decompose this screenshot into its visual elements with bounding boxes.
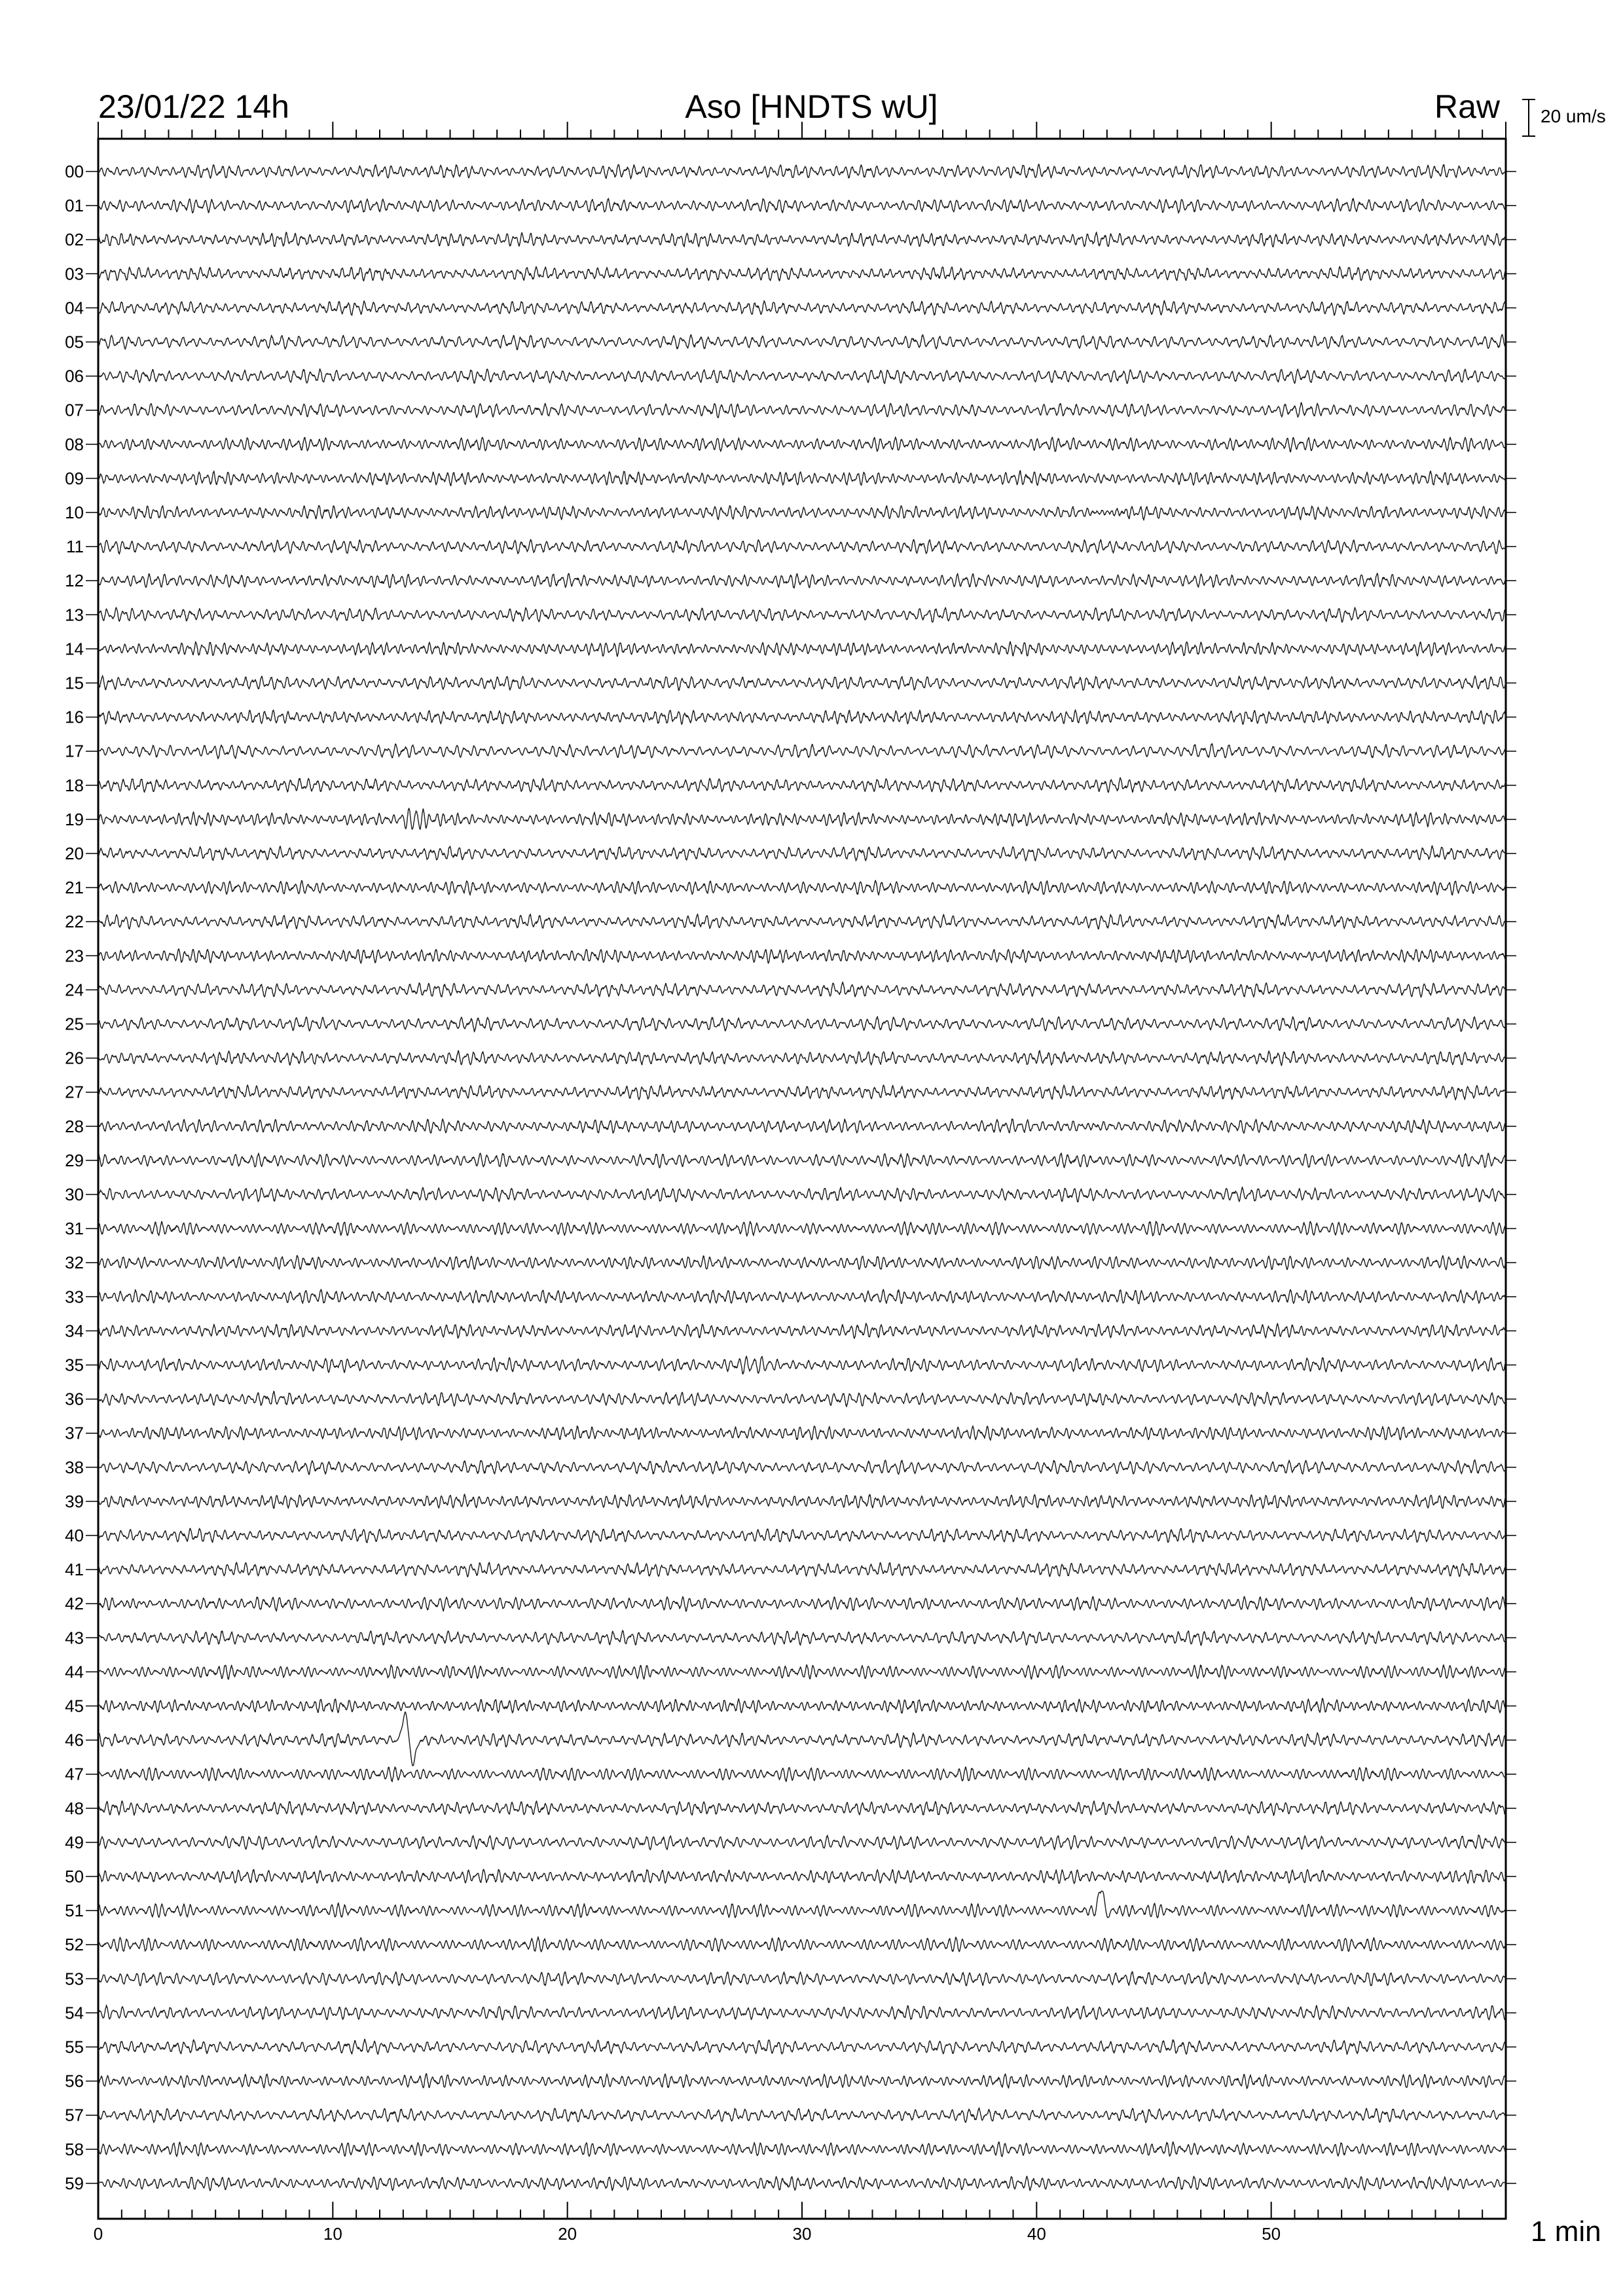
row-label: 25 [65, 1014, 84, 1034]
row-label: 32 [65, 1253, 84, 1273]
row-label: 53 [65, 1969, 84, 1989]
x-tick-labels [94, 2224, 1281, 2244]
row-label: 54 [65, 2003, 84, 2023]
trace-33 [98, 1289, 1506, 1304]
time-axis-unit-label: 1 min [1531, 2215, 1601, 2248]
row-label: 43 [65, 1628, 84, 1648]
row-label: 30 [65, 1185, 84, 1204]
trace-11 [98, 539, 1506, 554]
row-label: 27 [65, 1082, 84, 1102]
row-label: 17 [65, 741, 84, 761]
row-label: 07 [65, 400, 84, 420]
row-label: 09 [65, 468, 84, 488]
trace-28 [98, 1119, 1506, 1134]
trace-00 [98, 164, 1506, 179]
trace-32 [98, 1255, 1506, 1270]
trace-08 [98, 437, 1506, 452]
bottom-minute-ticks [98, 2202, 1506, 2219]
row-label: 22 [65, 912, 84, 932]
row-label: 45 [65, 1696, 84, 1716]
row-label: 49 [65, 1832, 84, 1852]
row-label: 01 [65, 196, 84, 216]
trace-37 [98, 1426, 1506, 1441]
trace-15 [98, 675, 1506, 691]
row-label: 35 [65, 1355, 84, 1375]
trace-24 [98, 982, 1506, 997]
trace-39 [98, 1494, 1506, 1509]
x-tick-label: 30 [792, 2224, 812, 2244]
trace-46 [98, 1712, 1506, 1766]
row-label: 14 [65, 639, 84, 659]
hour-minute-row-labels [65, 162, 1516, 2193]
x-tick-label: 40 [1027, 2224, 1046, 2244]
row-label: 50 [65, 1867, 84, 1886]
station-title: Aso [HNDTS wU] [685, 88, 938, 125]
trace-35 [98, 1356, 1506, 1374]
row-label: 18 [65, 775, 84, 795]
row-label: 55 [65, 2037, 84, 2057]
row-label: 13 [65, 605, 84, 625]
row-label: 02 [65, 230, 84, 250]
row-label: 28 [65, 1116, 84, 1136]
trace-45 [98, 1698, 1506, 1713]
trace-38 [98, 1460, 1506, 1475]
trace-50 [98, 1869, 1506, 1884]
trace-03 [98, 266, 1506, 281]
trace-40 [98, 1528, 1506, 1543]
trace-26 [98, 1050, 1506, 1066]
trace-31 [98, 1221, 1506, 1236]
amplitude-scale-label: 20 um/s [1541, 106, 1606, 126]
row-label: 24 [65, 980, 84, 1000]
seismic-traces [98, 164, 1506, 2191]
row-label: 40 [65, 1526, 84, 1545]
filter-label: Raw [1434, 88, 1500, 125]
trace-56 [98, 2073, 1506, 2089]
trace-51 [98, 1891, 1506, 1918]
trace-29 [98, 1153, 1506, 1168]
row-label: 59 [65, 2173, 84, 2193]
x-tick-label: 50 [1262, 2224, 1281, 2244]
row-label: 21 [65, 878, 84, 898]
row-label: 48 [65, 1798, 84, 1818]
trace-36 [98, 1391, 1506, 1407]
trace-22 [98, 914, 1506, 929]
trace-48 [98, 1801, 1506, 1816]
row-label: 51 [65, 1901, 84, 1921]
row-label: 16 [65, 707, 84, 727]
row-label: 19 [65, 809, 84, 829]
x-tick-label: 10 [323, 2224, 342, 2244]
row-label: 57 [65, 2105, 84, 2125]
trace-30 [98, 1187, 1506, 1202]
row-label: 47 [65, 1764, 84, 1784]
trace-57 [98, 2108, 1506, 2123]
trace-06 [98, 369, 1506, 384]
row-label: 20 [65, 844, 84, 863]
record-datetime: 23/01/22 14h [98, 88, 289, 125]
row-label: 05 [65, 332, 84, 352]
row-label: 46 [65, 1730, 84, 1750]
row-label: 04 [65, 298, 84, 318]
row-label: 33 [65, 1287, 84, 1307]
trace-55 [98, 2039, 1506, 2054]
trace-49 [98, 1835, 1506, 1850]
trace-21 [98, 880, 1506, 895]
row-label: 26 [65, 1048, 84, 1068]
row-label: 36 [65, 1389, 84, 1409]
trace-19 [98, 808, 1506, 829]
trace-02 [98, 232, 1506, 247]
trace-13 [98, 607, 1506, 622]
row-label: 06 [65, 366, 84, 386]
row-label: 56 [65, 2071, 84, 2091]
row-label: 42 [65, 1594, 84, 1614]
row-label: 34 [65, 1321, 84, 1341]
trace-05 [98, 334, 1506, 350]
trace-23 [98, 949, 1506, 963]
row-label: 41 [65, 1560, 84, 1580]
row-label: 03 [65, 264, 84, 284]
trace-10 [98, 505, 1506, 520]
row-label: 31 [65, 1219, 84, 1239]
row-label: 37 [65, 1423, 84, 1443]
row-label: 15 [65, 673, 84, 693]
trace-42 [98, 1596, 1506, 1611]
trace-25 [98, 1016, 1506, 1031]
trace-44 [98, 1665, 1506, 1679]
trace-27 [98, 1085, 1506, 1100]
trace-52 [98, 1937, 1506, 1952]
trace-12 [98, 573, 1506, 588]
row-label: 29 [65, 1150, 84, 1170]
x-tick-label: 0 [93, 2224, 103, 2244]
trace-16 [98, 710, 1506, 725]
trace-43 [98, 1630, 1506, 1645]
trace-41 [98, 1562, 1506, 1577]
row-label: 44 [65, 1662, 84, 1682]
row-label: 12 [65, 571, 84, 591]
trace-34 [98, 1323, 1506, 1338]
x-tick-label: 20 [558, 2224, 577, 2244]
row-label: 10 [65, 503, 84, 522]
trace-01 [98, 198, 1506, 213]
row-label: 58 [65, 2139, 84, 2159]
trace-59 [98, 2176, 1506, 2191]
trace-54 [98, 2005, 1506, 2020]
trace-58 [98, 2142, 1506, 2157]
row-label: 38 [65, 1457, 84, 1477]
row-label: 52 [65, 1935, 84, 1955]
trace-04 [98, 300, 1506, 315]
row-label: 11 [66, 537, 84, 557]
trace-47 [98, 1767, 1506, 1782]
trace-53 [98, 1972, 1506, 1986]
top-minute-ticks [98, 122, 1506, 139]
trace-14 [98, 641, 1506, 656]
row-label: 39 [65, 1491, 84, 1511]
trace-20 [98, 846, 1506, 861]
trace-17 [98, 744, 1506, 759]
trace-07 [98, 403, 1506, 418]
trace-09 [98, 471, 1506, 486]
row-label: 23 [65, 946, 84, 966]
amplitude-scale-bar [1522, 99, 1535, 136]
row-label: 08 [65, 434, 84, 454]
row-label: 00 [65, 162, 84, 181]
trace-18 [98, 778, 1506, 793]
